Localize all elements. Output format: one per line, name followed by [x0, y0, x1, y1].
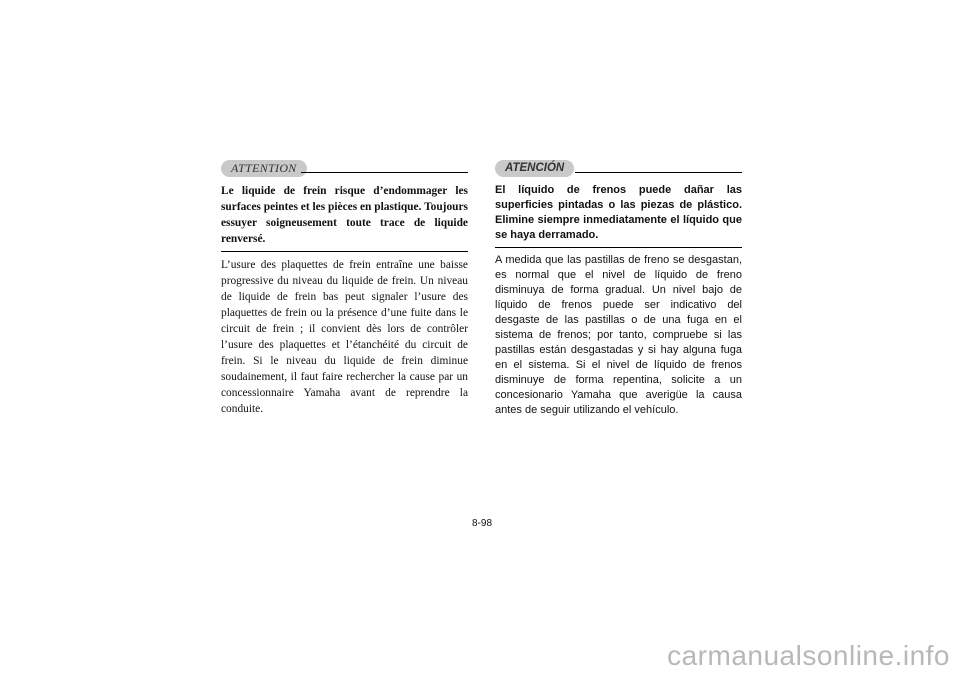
spanish-caution-end-rule: [495, 247, 742, 248]
french-caution-rule: [301, 172, 468, 173]
spanish-caution-text: El líquido de frenos puede dañar las superficies pintadas o las piezas de plástico. Elimine siempre inmediatamente el líquido que se haya derramado.: [495, 184, 742, 241]
french-caution-text: Le liquide de frein risque d’endommager les surfaces peintes et les pièces en plastique. Toujours essuyer soigneusement toute trace de liquide renversé.: [221, 185, 468, 245]
page-number: 8-98: [472, 518, 493, 529]
spanish-caution-header: [495, 160, 742, 180]
spanish-body-text: A medida que las pastillas de freno se desgastan, es normal que el nivel de líquido de freno disminuya de forma gradual. Un nivel bajo de líquido de frenos puede ser indicativo del desgaste de las pastillas o de una fuga en el sistema de frenos; por tanto, compruebe si las pastillas están desgastadas y si hay alguna fuga en el sistema. Si el nivel de líquido de frenos disminuye de forma repentina, solicite a un concesionario Yamaha que averigüe la causa antes de seguir utilizando el vehículo.: [495, 254, 742, 416]
french-caution-badge: ATTENTION: [221, 160, 307, 177]
spanish-column: [495, 160, 742, 418]
watermark: carmanualsonline.info: [667, 640, 950, 671]
french-column: [221, 160, 468, 417]
spanish-caution-rule: [575, 172, 742, 173]
french-body-text: L’usure des plaquettes de frein entraîne une baisse progressive du niveau du liquide de frein. Un niveau de liquide de frein bas peut signaler l’usure des plaquettes de frein ou la présence d’une fuite dans le circuit de frein ; il convient dès lors de contrôler l’usure des plaquettes et l’étanchéité du circuit de frein. Si le niveau du liquide de frein diminue soudainement, il faut faire rechercher la cause par un concessionnaire Yamaha avant de reprendre la conduite.: [221, 259, 468, 415]
spanish-caution-badge: ATENCIÓN: [495, 160, 574, 177]
french-caution-end-rule: [221, 251, 468, 252]
french-caution-header: [221, 160, 468, 180]
